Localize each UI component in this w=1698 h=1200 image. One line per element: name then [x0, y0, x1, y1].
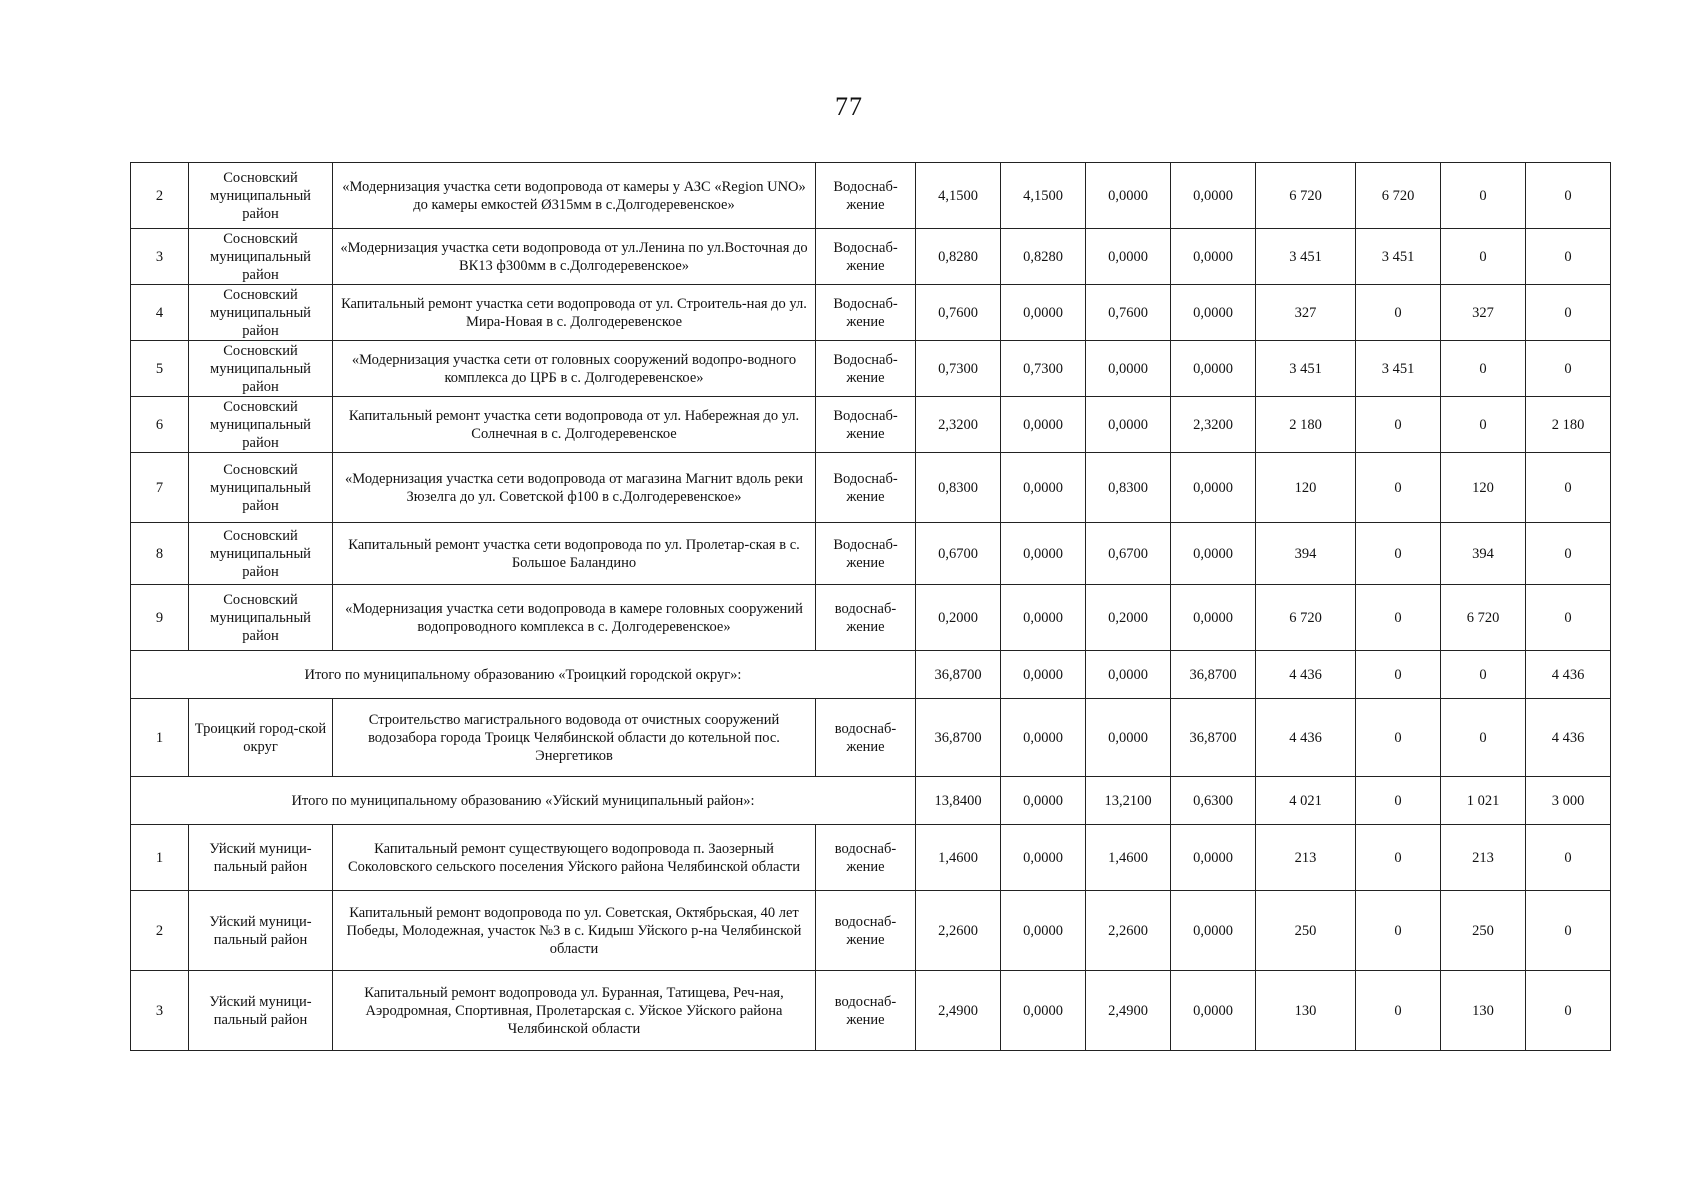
- value-cell-v5: 3 451: [1256, 229, 1356, 285]
- value-cell-v4: 0,0000: [1171, 523, 1256, 585]
- value-cell-v1: 0,2000: [916, 585, 1001, 651]
- value-cell-v5: 4 436: [1256, 699, 1356, 777]
- table-row: [131, 523, 1611, 585]
- value-cell-v6: 0: [1356, 651, 1441, 699]
- category-cell: водоснаб-жение: [816, 971, 916, 1051]
- description-cell: Капитальный ремонт существующего водопровода п. Заозерный Соколовского сельского поселения Уйского района Челябинской области: [333, 825, 816, 891]
- data-table: [130, 162, 1611, 1051]
- description-cell: Капитальный ремонт водопровода ул. Буранная, Татищева, Реч-ная, Аэродромная, Спортивная, Пролетарская с. Уйское Уйского района Челябинской области: [333, 971, 816, 1051]
- value-cell-v7: 1 021: [1441, 777, 1526, 825]
- value-cell-v8: 3 000: [1526, 777, 1611, 825]
- category-cell: Водоснаб-жение: [816, 453, 916, 523]
- value-cell-v4: 2,3200: [1171, 397, 1256, 453]
- value-cell-v3: 2,2600: [1086, 891, 1171, 971]
- table-row: [131, 453, 1611, 523]
- value-cell-v6: 6 720: [1356, 163, 1441, 229]
- value-cell-v8: 0: [1526, 971, 1611, 1051]
- description-cell: «Модернизация участка сети водопровода от камеры у АЗС «Region UNO» до камеры емкостей Ø315мм в с.Долгодеревенское»: [333, 163, 816, 229]
- row-number-cell: 5: [131, 341, 189, 397]
- row-number-cell: 3: [131, 971, 189, 1051]
- value-cell-v7: 213: [1441, 825, 1526, 891]
- table-row: [131, 341, 1611, 397]
- description-cell: Капитальный ремонт участка сети водопровода от ул. Строитель-ная до ул. Мира-Новая в с. Долгодеревенское: [333, 285, 816, 341]
- row-number-cell: 6: [131, 397, 189, 453]
- value-cell-v5: 3 451: [1256, 341, 1356, 397]
- value-cell-v2: 0,8280: [1001, 229, 1086, 285]
- row-number-cell: 2: [131, 163, 189, 229]
- value-cell-v3: 1,4600: [1086, 825, 1171, 891]
- description-cell: Капитальный ремонт участка сети водопровода по ул. Пролетар-ская в с. Большое Баландино: [333, 523, 816, 585]
- value-cell-v8: 4 436: [1526, 651, 1611, 699]
- value-cell-v8: 0: [1526, 453, 1611, 523]
- description-cell: «Модернизация участка сети водопровода от магазина Магнит вдоль реки Зюзелга до ул. Советской ф100 в с.Долгодеревенское»: [333, 453, 816, 523]
- value-cell-v8: 4 436: [1526, 699, 1611, 777]
- value-cell-v7: 0: [1441, 229, 1526, 285]
- value-cell-v2: 0,7300: [1001, 341, 1086, 397]
- value-cell-v7: 327: [1441, 285, 1526, 341]
- value-cell-v8: 0: [1526, 825, 1611, 891]
- value-cell-v8: 0: [1526, 285, 1611, 341]
- value-cell-v8: 0: [1526, 585, 1611, 651]
- value-cell-v5: 2 180: [1256, 397, 1356, 453]
- value-cell-v5: 394: [1256, 523, 1356, 585]
- value-cell-v4: 0,0000: [1171, 971, 1256, 1051]
- value-cell-v2: 0,0000: [1001, 971, 1086, 1051]
- value-cell-v5: 6 720: [1256, 163, 1356, 229]
- municipality-cell: Уйский муници-пальный район: [189, 825, 333, 891]
- value-cell-v5: 250: [1256, 891, 1356, 971]
- value-cell-v8: 0: [1526, 163, 1611, 229]
- value-cell-v7: 0: [1441, 341, 1526, 397]
- value-cell-v4: 0,6300: [1171, 777, 1256, 825]
- value-cell-v6: 0: [1356, 453, 1441, 523]
- value-cell-v6: 0: [1356, 971, 1441, 1051]
- subtotal-label: Итого по муниципальному образованию «Уйский муниципальный район»:: [131, 777, 916, 825]
- value-cell-v2: 0,0000: [1001, 285, 1086, 341]
- value-cell-v1: 0,7300: [916, 341, 1001, 397]
- description-cell: Строительство магистрального водовода от очистных сооружений водозабора города Троицк Челябинской области до котельной пос. Энергетиков: [333, 699, 816, 777]
- value-cell-v8: 0: [1526, 341, 1611, 397]
- value-cell-v7: 0: [1441, 397, 1526, 453]
- value-cell-v5: 6 720: [1256, 585, 1356, 651]
- table-row: [131, 585, 1611, 651]
- table-row: [131, 699, 1611, 777]
- municipality-cell: Сосновский муниципальный район: [189, 585, 333, 651]
- value-cell-v6: 0: [1356, 285, 1441, 341]
- value-cell-v4: 0,0000: [1171, 453, 1256, 523]
- value-cell-v1: 36,8700: [916, 699, 1001, 777]
- value-cell-v1: 2,4900: [916, 971, 1001, 1051]
- row-number-cell: 8: [131, 523, 189, 585]
- value-cell-v1: 0,6700: [916, 523, 1001, 585]
- value-cell-v3: 0,7600: [1086, 285, 1171, 341]
- value-cell-v1: 0,8280: [916, 229, 1001, 285]
- value-cell-v2: 0,0000: [1001, 651, 1086, 699]
- value-cell-v6: 0: [1356, 777, 1441, 825]
- value-cell-v3: 0,0000: [1086, 397, 1171, 453]
- value-cell-v4: 0,0000: [1171, 585, 1256, 651]
- category-cell: водоснаб-жение: [816, 699, 916, 777]
- value-cell-v3: 0,0000: [1086, 699, 1171, 777]
- value-cell-v2: 0,0000: [1001, 523, 1086, 585]
- description-cell: «Модернизация участка сети водопровода от ул.Ленина по ул.Восточная до ВК13 ф300мм в с.Долгодеревенское»: [333, 229, 816, 285]
- municipality-cell: Сосновский муниципальный район: [189, 523, 333, 585]
- category-cell: Водоснаб-жение: [816, 341, 916, 397]
- value-cell-v6: 0: [1356, 891, 1441, 971]
- value-cell-v6: 0: [1356, 585, 1441, 651]
- table-row: [131, 285, 1611, 341]
- value-cell-v5: 327: [1256, 285, 1356, 341]
- municipality-cell: Сосновский муниципальный район: [189, 397, 333, 453]
- row-number-cell: 2: [131, 891, 189, 971]
- municipality-cell: Троицкий город-ской округ: [189, 699, 333, 777]
- value-cell-v5: 4 021: [1256, 777, 1356, 825]
- row-number-cell: 3: [131, 229, 189, 285]
- value-cell-v7: 120: [1441, 453, 1526, 523]
- category-cell: водоснаб-жение: [816, 891, 916, 971]
- municipality-cell: Сосновский муниципальный район: [189, 285, 333, 341]
- subtotal-row: [131, 777, 1611, 825]
- value-cell-v1: 4,1500: [916, 163, 1001, 229]
- value-cell-v3: 0,0000: [1086, 163, 1171, 229]
- value-cell-v7: 0: [1441, 651, 1526, 699]
- value-cell-v6: 0: [1356, 523, 1441, 585]
- value-cell-v1: 13,8400: [916, 777, 1001, 825]
- category-cell: Водоснаб-жение: [816, 285, 916, 341]
- description-cell: «Модернизация участка сети водопровода в камере головных сооружений водопроводного комплекса в с. Долгодеревенское»: [333, 585, 816, 651]
- category-cell: Водоснаб-жение: [816, 163, 916, 229]
- value-cell-v1: 2,3200: [916, 397, 1001, 453]
- subtotal-row: [131, 651, 1611, 699]
- value-cell-v1: 2,2600: [916, 891, 1001, 971]
- value-cell-v4: 36,8700: [1171, 699, 1256, 777]
- value-cell-v2: 0,0000: [1001, 397, 1086, 453]
- value-cell-v5: 4 436: [1256, 651, 1356, 699]
- value-cell-v3: 2,4900: [1086, 971, 1171, 1051]
- value-cell-v4: 0,0000: [1171, 163, 1256, 229]
- value-cell-v6: 3 451: [1356, 341, 1441, 397]
- value-cell-v3: 13,2100: [1086, 777, 1171, 825]
- row-number-cell: 1: [131, 699, 189, 777]
- value-cell-v8: 0: [1526, 891, 1611, 971]
- table-row: [131, 229, 1611, 285]
- table-body: [131, 163, 1611, 1051]
- value-cell-v3: 0,0000: [1086, 341, 1171, 397]
- value-cell-v6: 3 451: [1356, 229, 1441, 285]
- subtotal-label: Итого по муниципальному образованию «Троицкий городской округ»:: [131, 651, 916, 699]
- value-cell-v5: 213: [1256, 825, 1356, 891]
- value-cell-v2: 0,0000: [1001, 825, 1086, 891]
- value-cell-v4: 0,0000: [1171, 341, 1256, 397]
- value-cell-v5: 120: [1256, 453, 1356, 523]
- category-cell: Водоснаб-жение: [816, 397, 916, 453]
- value-cell-v2: 0,0000: [1001, 777, 1086, 825]
- table-row: [131, 891, 1611, 971]
- value-cell-v8: 0: [1526, 523, 1611, 585]
- row-number-cell: 1: [131, 825, 189, 891]
- category-cell: Водоснаб-жение: [816, 229, 916, 285]
- value-cell-v8: 2 180: [1526, 397, 1611, 453]
- value-cell-v1: 0,7600: [916, 285, 1001, 341]
- value-cell-v4: 0,0000: [1171, 285, 1256, 341]
- value-cell-v3: 0,6700: [1086, 523, 1171, 585]
- municipality-cell: Сосновский муниципальный район: [189, 341, 333, 397]
- row-number-cell: 9: [131, 585, 189, 651]
- value-cell-v7: 250: [1441, 891, 1526, 971]
- value-cell-v7: 0: [1441, 163, 1526, 229]
- value-cell-v3: 0,0000: [1086, 229, 1171, 285]
- description-cell: Капитальный ремонт участка сети водопровода от ул. Набережная до ул. Солнечная в с. Долгодеревенское: [333, 397, 816, 453]
- row-number-cell: 7: [131, 453, 189, 523]
- value-cell-v4: 0,0000: [1171, 825, 1256, 891]
- value-cell-v6: 0: [1356, 825, 1441, 891]
- table-row: [131, 397, 1611, 453]
- page-number: 77: [835, 92, 863, 121]
- value-cell-v4: 36,8700: [1171, 651, 1256, 699]
- value-cell-v2: 0,0000: [1001, 453, 1086, 523]
- value-cell-v4: 0,0000: [1171, 891, 1256, 971]
- category-cell: водоснаб-жение: [816, 585, 916, 651]
- value-cell-v6: 0: [1356, 699, 1441, 777]
- value-cell-v2: 4,1500: [1001, 163, 1086, 229]
- value-cell-v5: 130: [1256, 971, 1356, 1051]
- municipality-cell: Сосновский муниципальный район: [189, 163, 333, 229]
- value-cell-v2: 0,0000: [1001, 699, 1086, 777]
- value-cell-v4: 0,0000: [1171, 229, 1256, 285]
- value-cell-v8: 0: [1526, 229, 1611, 285]
- category-cell: Водоснаб-жение: [816, 523, 916, 585]
- value-cell-v7: 130: [1441, 971, 1526, 1051]
- table-row: [131, 825, 1611, 891]
- value-cell-v1: 36,8700: [916, 651, 1001, 699]
- municipality-cell: Сосновский муниципальный район: [189, 229, 333, 285]
- value-cell-v2: 0,0000: [1001, 585, 1086, 651]
- value-cell-v3: 0,2000: [1086, 585, 1171, 651]
- category-cell: водоснаб-жение: [816, 825, 916, 891]
- table-row: [131, 971, 1611, 1051]
- value-cell-v3: 0,8300: [1086, 453, 1171, 523]
- municipality-cell: Сосновский муниципальный район: [189, 453, 333, 523]
- description-cell: Капитальный ремонт водопровода по ул. Советская, Октябрьская, 40 лет Победы, Молодежная, участок №3 в с. Кидыш Уйского р-на Челябинской области: [333, 891, 816, 971]
- municipality-cell: Уйский муници-пальный район: [189, 971, 333, 1051]
- table-row: [131, 163, 1611, 229]
- municipality-cell: Уйский муници-пальный район: [189, 891, 333, 971]
- value-cell-v7: 0: [1441, 699, 1526, 777]
- value-cell-v1: 0,8300: [916, 453, 1001, 523]
- row-number-cell: 4: [131, 285, 189, 341]
- value-cell-v7: 6 720: [1441, 585, 1526, 651]
- value-cell-v3: 0,0000: [1086, 651, 1171, 699]
- value-cell-v6: 0: [1356, 397, 1441, 453]
- description-cell: «Модернизация участка сети от головных сооружений водопро-водного комплекса до ЦРБ в с. Долгодеревенское»: [333, 341, 816, 397]
- value-cell-v1: 1,4600: [916, 825, 1001, 891]
- value-cell-v7: 394: [1441, 523, 1526, 585]
- value-cell-v2: 0,0000: [1001, 891, 1086, 971]
